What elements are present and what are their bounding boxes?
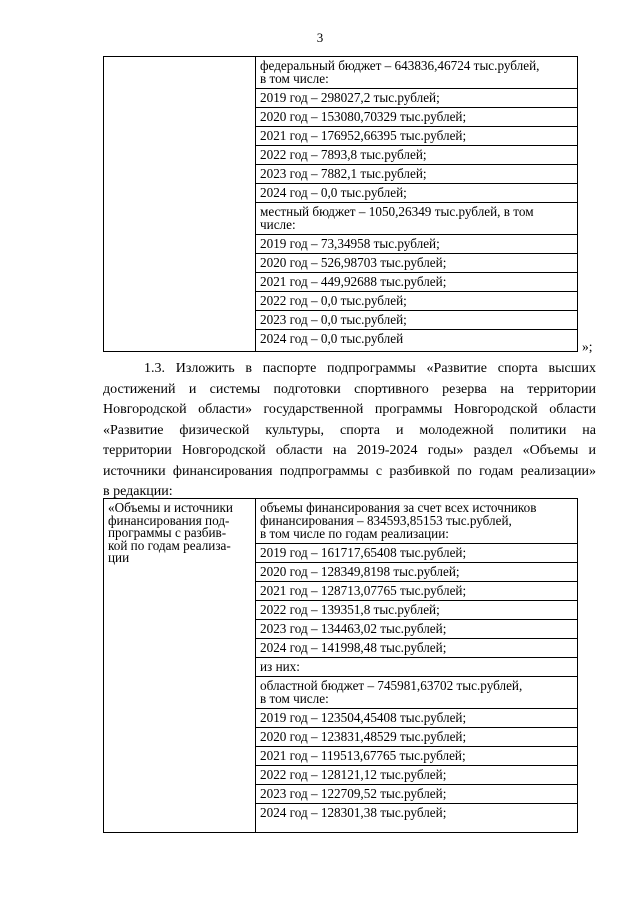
table2-right-cell [256, 499, 578, 833]
paragraph-line: в редакции: [103, 484, 173, 499]
funding-year-line: 2022 год – 7893,8 тыс.рублей; [256, 146, 577, 165]
federal-budget-total: федеральный бюджет – 643836,46724 тыс.рублей, в том числе: [256, 57, 577, 89]
funding-year-line: 2023 год – 122709,52 тыс.рублей; [256, 785, 577, 804]
funding-year-line: 2021 год – 176952,66395 тыс.рублей; [256, 127, 577, 146]
page-number: 3 [316, 30, 324, 45]
funding-year-line: 2024 год – 0,0 тыс.рублей [260, 331, 404, 346]
regional-budget-total: областной бюджет – 745981,63702 тыс.рублей, в том числе: [256, 677, 577, 709]
closing-quote: »; [582, 339, 593, 354]
funding-year-line: 2019 год – 123504,45408 тыс.рублей; [256, 709, 577, 728]
funding-year-line: 2019 год – 73,34958 тыс.рублей; [256, 235, 577, 254]
funding-year-line: 2019 год – 161717,65408 тыс.рублей; [256, 544, 577, 563]
funding-year-line: 2021 год – 119513,67765 тыс.рублей; [256, 747, 577, 766]
funding-year-line: 2020 год – 526,98703 тыс.рублей; [256, 254, 577, 273]
funding-year-line: 2019 год – 298027,2 тыс.рублей; [256, 89, 577, 108]
of-them-line: из них: [256, 658, 577, 677]
funding-year-line: 2024 год – 0,0 тыс.рублей; [256, 184, 577, 203]
funding-year-line: 2022 год – 139351,8 тыс.рублей; [256, 601, 577, 620]
local-budget-total: местный бюджет – 1050,26349 тыс.рублей, в том числе: [256, 203, 577, 235]
funding-year-line: 2024 год – 141998,48 тыс.рублей; [256, 639, 577, 658]
funding-year-line: 2020 год – 153080,70329 тыс.рублей; [256, 108, 577, 127]
paragraph-line: источники финансирования подпрограммы с разбивкой по годам реализации» [103, 463, 596, 479]
funding-year-line: 2021 год – 128713,07765 тыс.рублей; [256, 582, 577, 601]
table1-right-cell [256, 57, 578, 352]
funding-year-line: 2022 год – 128121,12 тыс.рублей; [256, 766, 577, 785]
funding-year-line: 2024 год – 128301,38 тыс.рублей; [260, 805, 447, 820]
funding-year-line: 2021 год – 449,92688 тыс.рублей; [256, 273, 577, 292]
funding-table-new [103, 498, 578, 833]
table2-left-cell [104, 499, 256, 833]
amendment-paragraph [103, 359, 596, 503]
funding-year-line: 2023 год – 7882,1 тыс.рублей; [256, 165, 577, 184]
section-heading-cell: «Объемы и источники финансирования под- программы с разбив- кой по годам реализа- ции [108, 500, 233, 565]
paragraph-line: «Развитие физической культуры, спорта и молодежной политики на [103, 422, 596, 438]
funding-year-line: 2023 год – 0,0 тыс.рублей; [256, 311, 577, 330]
funding-year-line: 2020 год – 128349,8198 тыс.рублей; [256, 563, 577, 582]
paragraph-line: достижений и системы подготовки спортивного резерва на территории [103, 381, 596, 397]
table1-left-cell [104, 57, 256, 352]
funding-year-line: 2020 год – 123831,48529 тыс.рублей; [256, 728, 577, 747]
paragraph-line: Новгородской области» государственной программы Новгородской области [103, 402, 596, 417]
total-funding-line: объемы финансирования за счет всех источников финансирования – 834593,85153 тыс.рублей, в том числе по годам реализации: [256, 499, 577, 544]
funding-year-line: 2022 год – 0,0 тыс.рублей; [256, 292, 577, 311]
paragraph-line: территории Новгородской области на 2019-2024 годы» раздел «Объемы и [103, 443, 596, 458]
funding-year-line: 2023 год – 134463,02 тыс.рублей; [256, 620, 577, 639]
funding-table-continued [103, 56, 578, 352]
paragraph-line: 1.3. Изложить в паспорте подпрограммы «Развитие спорта высших [144, 361, 596, 376]
